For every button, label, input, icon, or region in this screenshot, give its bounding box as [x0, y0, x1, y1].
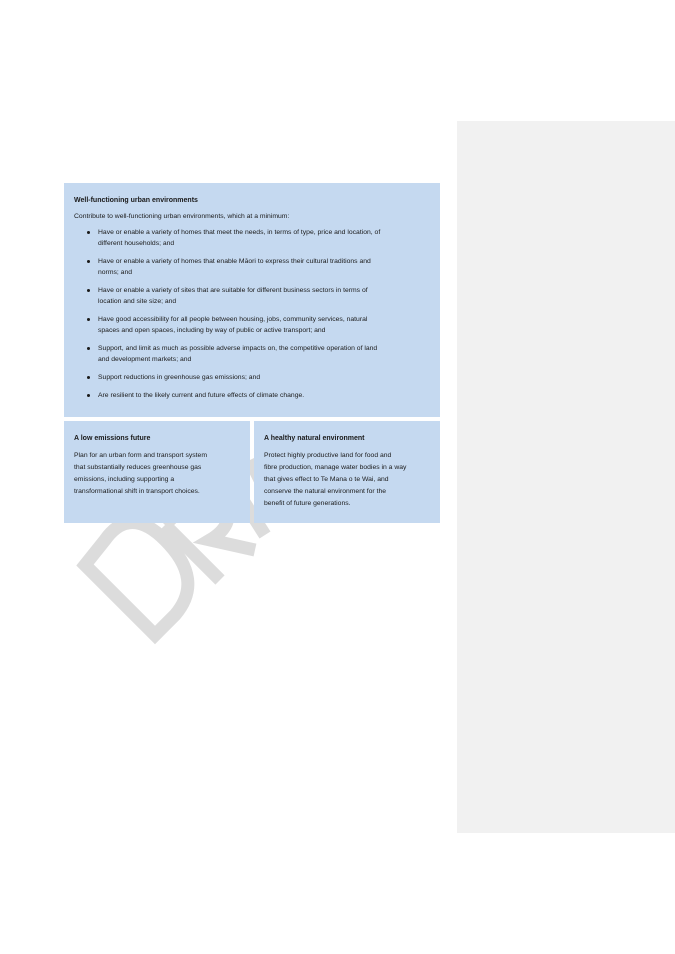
list-item: Have or enable a variety of homes that enable Māori to express their cultural traditions and norms; and [74, 256, 428, 278]
bullet-icon [87, 260, 90, 263]
bullet-icon [87, 394, 90, 397]
bullet-icon [87, 231, 90, 234]
bullet-list [74, 227, 430, 401]
list-item: Support, and limit as much as possible adverse impacts on, the competitive operation of land and development markets; and [74, 343, 428, 365]
bullet-icon [87, 376, 90, 379]
panel-title: A low emissions future [74, 435, 151, 442]
list-item: Have or enable a variety of sites that are suitable for different business sectors in terms of location and site size; and [74, 285, 428, 307]
bullet-icon [87, 347, 90, 350]
panel-low-emissions [64, 421, 250, 523]
list-item: Are resilient to the likely current and future effects of climate change. [74, 390, 428, 401]
panel-title: A healthy natural environment [264, 435, 365, 442]
list-item: Support reductions in greenhouse gas emissions; and [74, 372, 428, 383]
panel-well-functioning-urban [64, 183, 440, 417]
panel-body: Protect highly productive land for food and fibre production, manage water bodies in a way that gives effect to Te Mana o te Wai, and conserve the natural environment for the benefit of future generations. [264, 452, 407, 507]
list-item: Have good accessibility for all people between housing, jobs, community services, natural spaces and open spaces, including by way of public or active transport; and [74, 314, 428, 336]
panel-intro: Contribute to well-functioning urban environments, which at a minimum: [74, 213, 290, 220]
bullet-icon [87, 289, 90, 292]
panel-title: Well-functioning urban environments [74, 197, 198, 204]
bullet-icon [87, 318, 90, 321]
list-item: Have or enable a variety of homes that meet the needs, in terms of type, price and location, of different households; and [74, 227, 428, 249]
panel-body: Plan for an urban form and transport system that substantially reduces greenhouse gas emissions, including supporting a transformational shift in transport choices. [74, 452, 207, 495]
comment-pane [457, 121, 675, 833]
panel-natural-environment [254, 421, 440, 523]
